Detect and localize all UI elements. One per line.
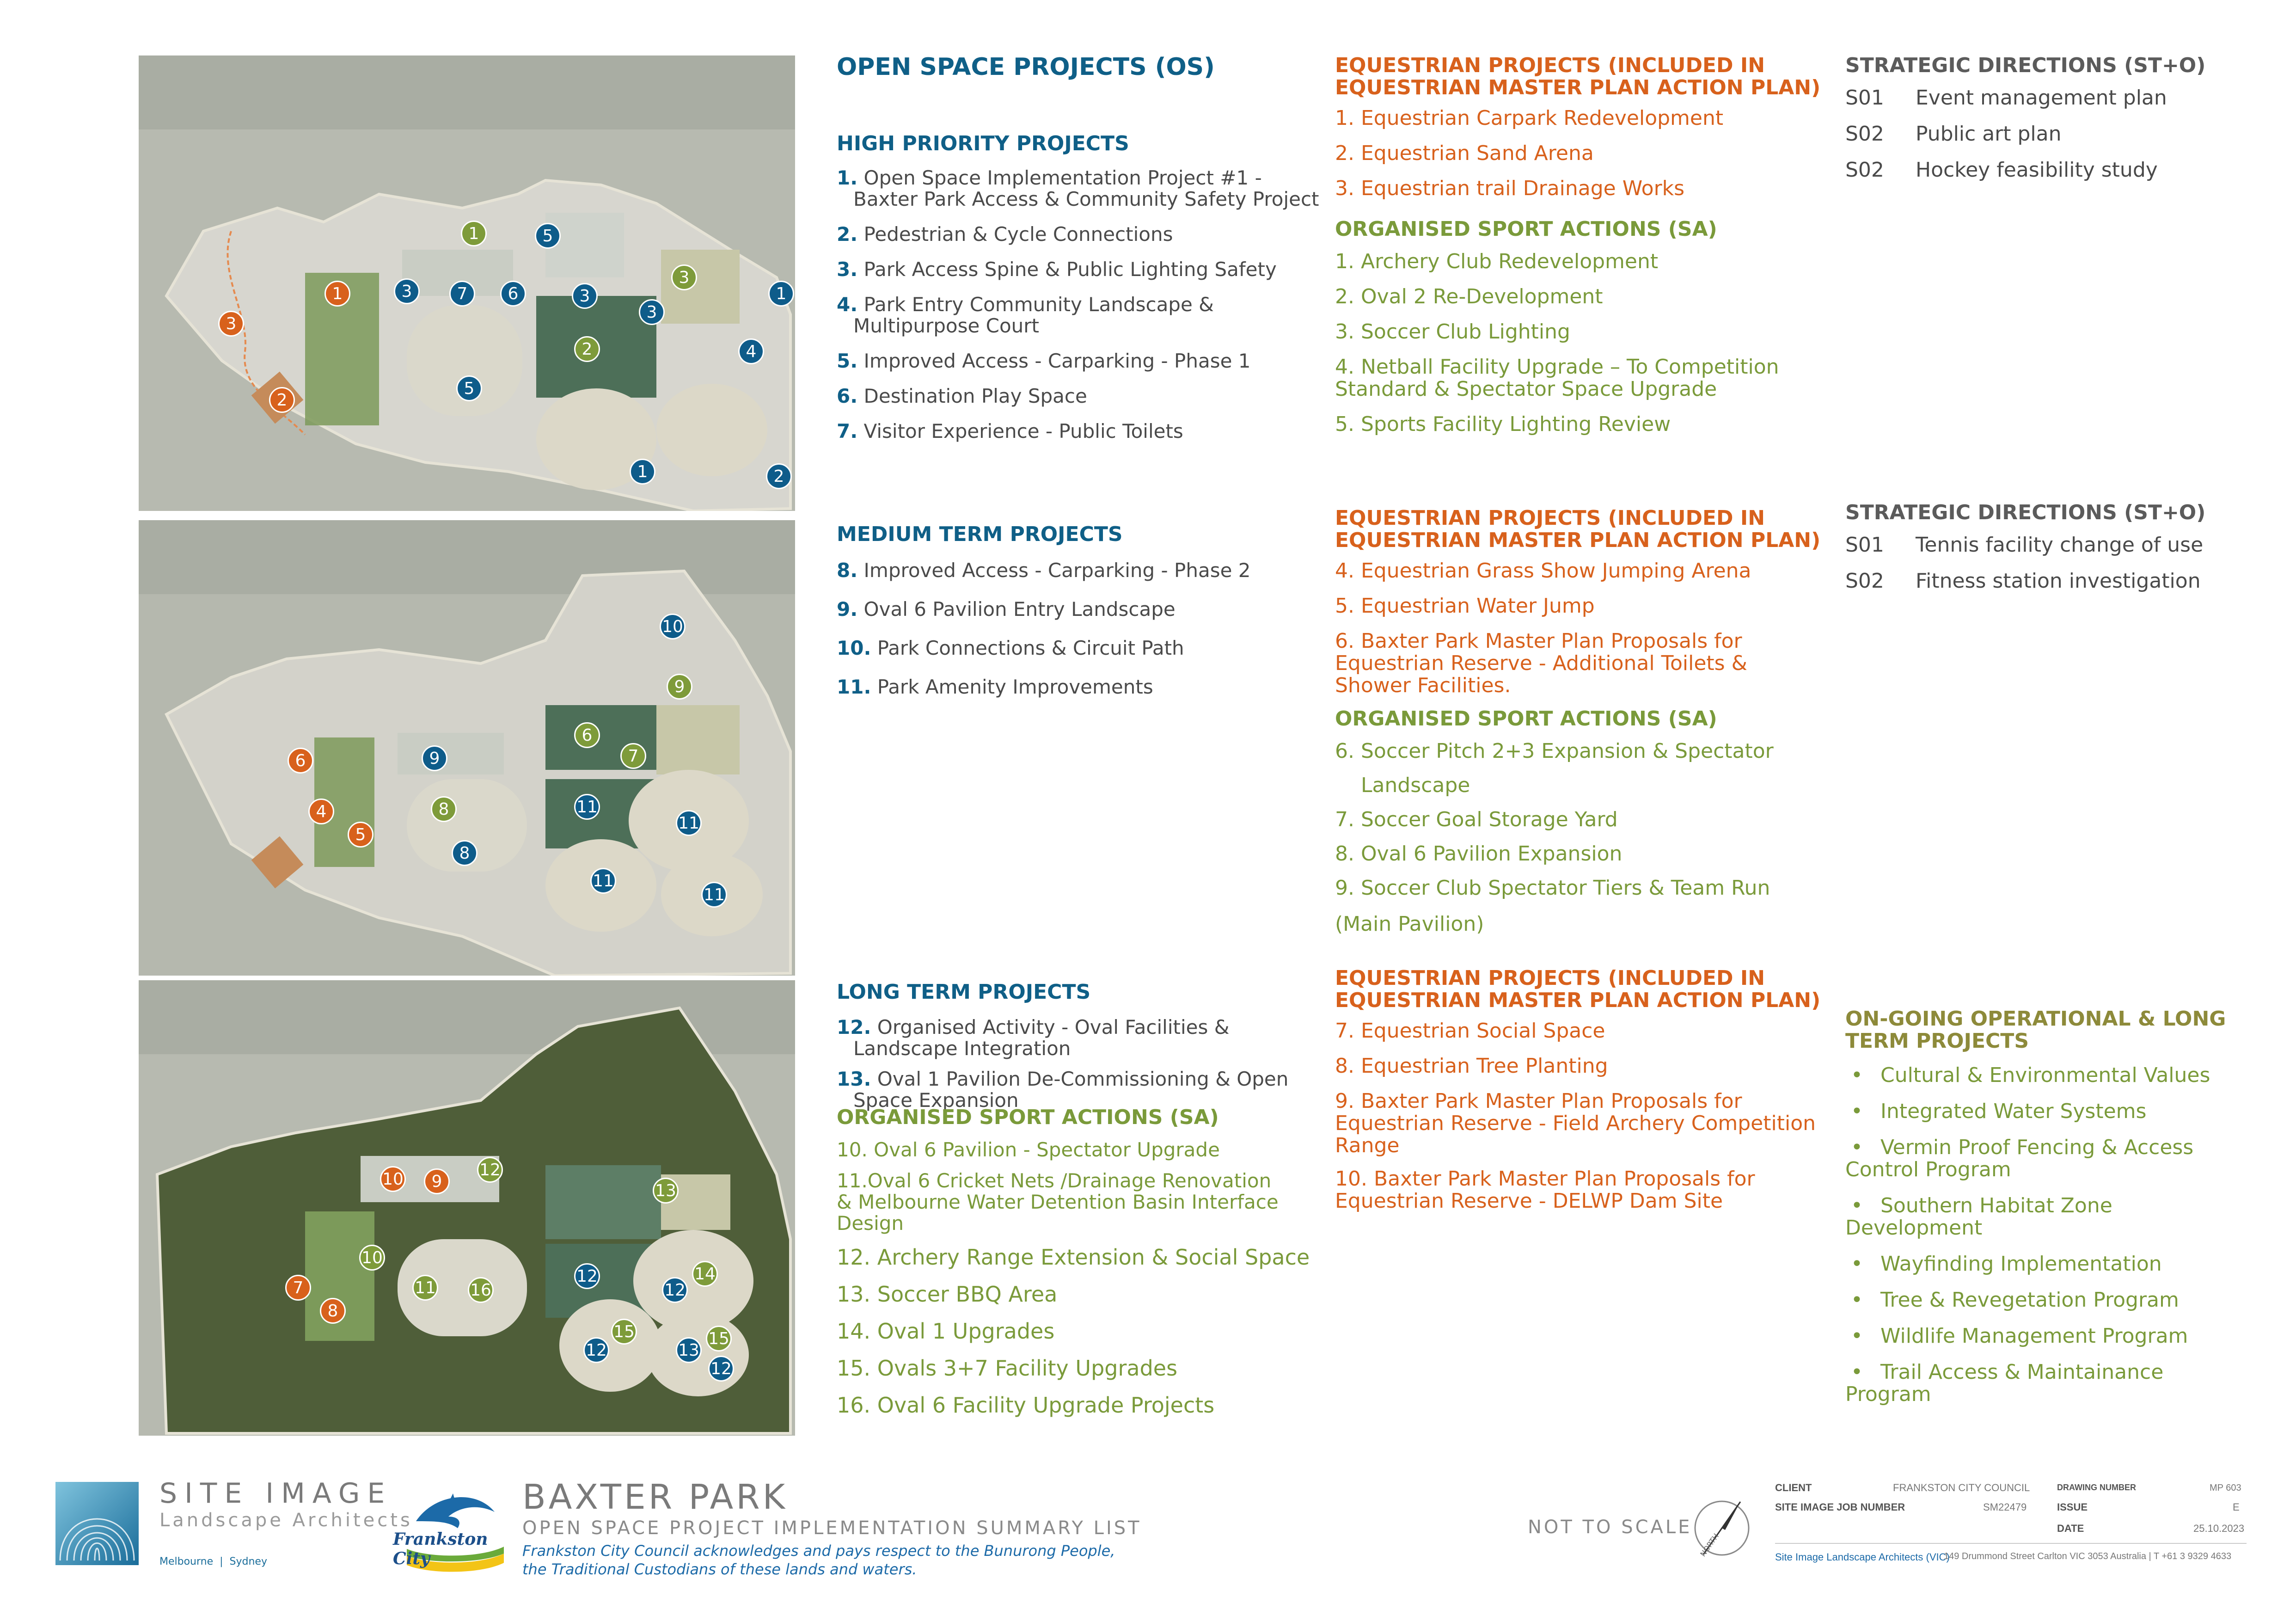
heading-long-term: LONG TERM PROJECTS [837,980,1091,1004]
map-marker-green: 15 [611,1319,637,1345]
map-marker-green: 16 [468,1277,494,1303]
ongoing-item-text: Tree & Revegetation Program [1880,1288,2179,1312]
sport-action-6-cont: Landscape [1335,774,1470,797]
strategic-code: S01 [1845,86,1884,110]
project-number: 12. [837,1016,871,1038]
project-item [837,386,1322,407]
strategic-code: S02 [1845,158,1884,182]
project-item-line [837,259,1322,280]
equestrian-item-6-line-1: 6. Baxter Park Master Plan Proposals for [1335,629,1742,653]
firm-subtitle: Landscape Architects [159,1510,413,1531]
project-item-line [837,167,1322,189]
map-marker-green: 8 [431,796,457,822]
ongoing-item [1845,1100,2261,1123]
project-number: 11. [837,676,871,698]
equestrian-column-high [1335,55,1825,449]
fingerprint-icon [55,1482,139,1565]
equestrian-item-9-line-2: Equestrian Reserve - Field Archery Competition [1335,1112,1816,1135]
project-number: 10. [837,637,871,659]
project-item-line [837,1069,1322,1090]
map-marker-blue: 12 [574,1263,600,1289]
project-item-line [837,421,1322,442]
project-number: 6. [837,385,858,407]
sport-action-11-line-1: 11.Oval 6 Cricket Nets /Drainage Renovation [837,1169,1272,1192]
strategic-text: Tennis facility change of use [1916,533,2204,557]
address-firm: Site Image Landscape Architects (VIC) [1775,1551,1950,1563]
project-text: Pedestrian & Cycle Connections [857,223,1173,246]
heading-ongoing [1845,1008,2261,1052]
ongoing-item-text: Wildlife Management Program [1880,1324,2188,1348]
project-item [837,224,1322,245]
project-text: Organised Activity - Oval Facilities & [871,1016,1230,1038]
project-item-line-2: Landscape Integration [853,1037,1071,1060]
ongoing-item [1845,1064,2261,1087]
project-text: Visitor Experience - Public Toilets [857,420,1183,442]
heading-sport-actions-2: ORGANISED SPORT ACTIONS (SA) [1335,707,1717,731]
divider [1775,1543,2247,1544]
sport-action-4-line-2: Standard & Spectator Space Upgrade [1335,377,1717,401]
map-marker-blue: 11 [701,882,727,908]
project-text: Park Entry Community Landscape & [857,293,1214,316]
equestrian-item-10 [1335,1168,1825,1212]
map-marker-blue: 12 [583,1337,609,1363]
project-item [837,421,1322,442]
sport-action-13: 13. Soccer BBQ Area [837,1282,1058,1307]
job-number-value: SM22479 [1983,1501,2027,1513]
equestrian-item-6-line-3: Shower Facilities. [1335,674,1511,697]
project-item-line [837,294,1322,315]
project-number: 7. [837,420,858,442]
ongoing-item [1845,1289,2261,1311]
sport-action-9: 9. Soccer Club Spectator Tiers & Team Run [1335,876,1770,900]
map-marker-green: 13 [653,1178,679,1204]
project-item-line-2: Space Expansion [853,1089,1019,1112]
ongoing-item-text: Integrated Water Systems [1880,1100,2147,1123]
map-marker-green: 1 [461,221,487,246]
strategic-code: S01 [1845,533,1884,557]
map-marker-orange: 1 [325,281,350,307]
map-marker-blue: 12 [708,1356,734,1382]
map-marker-blue: 5 [456,375,482,401]
plan-subtitle: OPEN SPACE PROJECT IMPLEMENTATION SUMMARY LIST [522,1518,1142,1539]
sport-action-3: 3. Soccer Club Lighting [1335,320,1570,344]
project-item [837,599,1322,620]
strategic-item [1845,123,2261,145]
heading-strategic-1: STRATEGIC DIRECTIONS (ST+O) [1845,54,2206,77]
strategic-text: Event management plan [1916,86,2167,110]
sport-action-4 [1335,356,1825,400]
project-text: Open Space Implementation Project #1 - [857,166,1262,189]
strategic-text: Hockey feasibility study [1916,158,2158,182]
project-number: 8. [837,559,858,582]
map-marker-green: 15 [706,1326,732,1352]
project-item [837,167,1322,210]
project-item-line [837,599,1322,620]
address-line: 149 Drummond Street Carlton VIC 3053 Australia | T +61 3 9329 4633 [1944,1551,2232,1561]
equestrian-item-10-line-2: Equestrian Reserve - DELWP Dam Site [1335,1189,1723,1213]
bullet-icon: • [1851,1136,1863,1159]
strategic-code: S02 [1845,569,1884,593]
equestrian-item-3: 3. Equestrian trail Drainage Works [1335,177,1685,200]
list-high-priority [837,167,1322,442]
bullet-icon: • [1851,1100,1863,1123]
project-item [837,676,1322,698]
map-marker-orange: 3 [218,311,244,337]
map-marker-blue: 4 [738,338,764,364]
ongoing-item-text: Vermin Proof Fencing & Access [1880,1136,2194,1159]
sport-action-15: 15. Ovals 3+7 Facility Upgrades [837,1356,1178,1381]
ongoing-item-text: Wayfinding Implementation [1880,1252,2162,1276]
project-item [837,294,1322,337]
heading-sport-actions-1: ORGANISED SPORT ACTIONS (SA) [1335,217,1717,241]
heading-equestrian-1-line-2: EQUESTRIAN MASTER PLAN ACTION PLAN) [1335,76,1821,99]
north-label: NORTH [1698,1531,1721,1559]
map-marker-green: 9 [667,674,692,700]
map-base [139,520,795,976]
north-arrow-icon [1687,1493,1757,1563]
project-item-line [837,224,1322,245]
strategic-code: S02 [1845,122,1884,146]
map-marker-green: 6 [574,722,600,748]
heading-long-sport-actions: ORGANISED SPORT ACTIONS (SA) [837,1106,1219,1129]
project-number: 3. [837,258,858,281]
map-marker-blue: 12 [662,1277,688,1303]
heading-strategic-2: STRATEGIC DIRECTIONS (ST+O) [1845,501,2206,524]
project-number: 9. [837,598,858,621]
project-item [837,350,1322,372]
firm-name: SITE IMAGE [159,1477,392,1510]
list-medium-term [837,560,1322,698]
map-marker-blue: 3 [639,299,665,325]
map-marker-orange: 7 [285,1275,311,1301]
not-to-scale-label: NOT TO SCALE [1528,1517,1692,1538]
long-term-column [837,980,1322,1429]
sport-action-1: 1. Archery Club Redevelopment [1335,250,1659,273]
strategic-item [1845,570,2261,592]
bullet-icon: • [1851,1194,1863,1217]
ongoing-item [1845,1325,2261,1347]
project-item [837,560,1322,581]
equestrian-column-long [1335,967,1825,1212]
sport-action-5: 5. Sports Facility Lighting Review [1335,412,1671,436]
heading-medium-term: MEDIUM TERM PROJECTS [837,522,1123,546]
map-marker-blue: 8 [452,840,478,866]
map-marker-orange: 10 [380,1166,406,1192]
map-marker-blue: 9 [422,745,447,771]
bullet-icon: • [1851,1288,1863,1312]
project-text: Improved Access - Carparking - Phase 1 [857,350,1251,372]
heading-high-priority: HIGH PRIORITY PROJECTS [837,132,1129,155]
medium-term-column [837,522,1322,715]
project-text: Park Amenity Improvements [871,676,1153,698]
job-number-label: SITE IMAGE JOB NUMBER [1775,1501,1905,1513]
ongoing-item-line-2: Development [1845,1216,1983,1240]
project-item [837,1069,1322,1111]
equestrian-item-4: 4. Equestrian Grass Show Jumping Arena [1335,559,1751,583]
strategic-text: Fitness station investigation [1916,569,2201,593]
map-marker-blue: 2 [766,463,792,489]
project-text: Improved Access - Carparking - Phase 2 [857,559,1251,582]
sport-action-10: 10. Oval 6 Pavilion - Spectator Upgrade [837,1138,1220,1161]
ongoing-item-text: Cultural & Environmental Values [1880,1063,2210,1087]
map-marker-green: 2 [574,336,600,362]
sport-action-4-line-1: 4. Netball Facility Upgrade – To Competition [1335,355,1779,379]
north-arrow [1687,1493,1757,1563]
map-marker-blue: 6 [500,281,526,307]
map-marker-blue: 13 [676,1337,702,1363]
sport-action-8: 8. Oval 6 Pavilion Expansion [1335,842,1623,866]
ongoing-item-line-2: Control Program [1845,1158,2011,1181]
strategic-directions-2 [1845,502,2261,606]
equestrian-item-9-line-3: Range [1335,1134,1400,1157]
map-base [139,980,795,1436]
project-item-line [837,350,1322,372]
bullet-icon: • [1851,1252,1863,1276]
project-number: 1. [837,166,858,189]
map-marker-green: 3 [671,264,697,290]
map-marker-blue: 11 [676,810,702,836]
project-item-line [837,386,1322,407]
project-number: 5. [837,350,858,372]
heading-equestrian-1-line-1: EQUESTRIAN PROJECTS (INCLUDED IN [1335,54,1765,77]
bullet-icon: • [1851,1063,1863,1087]
map-marker-blue: 5 [535,223,561,249]
project-item-line-2: Multipurpose Court [853,314,1040,337]
issue-value: E [2233,1501,2240,1513]
site-plan-map-long-term [139,980,795,1436]
project-text: Park Connections & Circuit Path [871,637,1184,659]
sport-action-9-cont: (Main Pavilion) [1335,912,1484,936]
heading-equestrian-2-line-2: EQUESTRIAN MASTER PLAN ACTION PLAN) [1335,528,1821,552]
map-marker-blue: 11 [590,868,616,894]
firm-offices: Melbourne | Sydney [159,1556,267,1567]
sport-action-14: 14. Oval 1 Upgrades [837,1319,1055,1344]
map-marker-blue: 1 [630,459,655,485]
list-ongoing [1845,1064,2261,1406]
map-marker-blue: 10 [660,614,686,639]
sport-action-16: 16. Oval 6 Facility Upgrade Projects [837,1393,1215,1418]
issue-label: ISSUE [2057,1501,2088,1513]
project-text: Park Access Spine & Public Lighting Safety [857,258,1277,281]
map-marker-blue: 7 [449,281,475,307]
ongoing-item [1845,1253,2261,1275]
map-marker-blue: 1 [768,281,794,307]
strategic-item [1845,534,2261,556]
project-item-line [837,1017,1322,1038]
project-item [837,1017,1322,1059]
project-item [837,259,1322,280]
drawing-number-label: DRAWING NUMBER [2057,1483,2136,1492]
ongoing-projects [1845,1008,2261,1419]
equestrian-item-7: 7. Equestrian Social Space [1335,1019,1605,1043]
strategic-text: Public art plan [1916,122,2062,146]
project-number: 13. [837,1068,871,1090]
ongoing-item [1845,1361,2261,1406]
frankston-city-logo [388,1484,522,1577]
client-value: FRANKSTON CITY COUNCIL [1893,1482,2030,1493]
equestrian-item-1: 1. Equestrian Carpark Redevelopment [1335,106,1724,130]
equestrian-column-medium [1335,507,1825,948]
map-marker-green: 11 [412,1275,438,1301]
site-plan-map-medium-term [139,520,795,976]
project-text: Destination Play Space [857,385,1087,407]
ongoing-item [1845,1137,2261,1181]
sport-action-12: 12. Archery Range Extension & Social Space [837,1245,1310,1270]
map-marker-blue: 3 [572,283,598,309]
project-item [837,638,1322,659]
map-marker-orange: 6 [288,748,313,774]
ongoing-item-text: Trail Access & Maintainance [1880,1360,2164,1384]
project-number: 4. [837,293,858,316]
plan-title: BAXTER PARK [522,1477,788,1517]
acknowledgement-line-2: the Traditional Custodians of these lands and waters. [522,1561,917,1578]
ongoing-item-line-2: Program [1845,1382,1931,1406]
strategic-directions-1 [1845,55,2261,195]
project-text: Oval 1 Pavilion De-Commissioning & Open [871,1068,1289,1090]
date-label: DATE [2057,1523,2084,1534]
sport-action-11-line-3: Design [837,1212,904,1235]
sport-action-11 [837,1170,1322,1234]
map-marker-green: 7 [620,743,646,769]
title-block [1775,1482,2247,1570]
heading-equestrian-3-line-2: EQUESTRIAN MASTER PLAN ACTION PLAN) [1335,989,1821,1012]
sport-action-7: 7. Soccer Goal Storage Yard [1335,808,1618,831]
sport-action-11-line-2: & Melbourne Water Detention Basin Interface [837,1191,1279,1213]
heading-ongoing-line-2: TERM PROJECTS [1845,1029,2029,1053]
heading-equestrian-2 [1335,507,1825,552]
map-marker-green: 10 [359,1245,385,1271]
project-text: Oval 6 Pavilion Entry Landscape [857,598,1176,621]
heading-equestrian-3 [1335,967,1825,1012]
project-number: 2. [837,223,858,246]
map-marker-orange: 8 [320,1298,346,1324]
site-image-logo [55,1482,139,1565]
sport-action-2: 2. Oval 2 Re-Development [1335,285,1603,308]
sport-action-6: 6. Soccer Pitch 2+3 Expansion & Spectator [1335,739,1774,763]
heading-ongoing-line-1: ON-GOING OPERATIONAL & LONG [1845,1007,2226,1031]
equestrian-item-9-line-1: 9. Baxter Park Master Plan Proposals for [1335,1089,1742,1113]
map-marker-blue: 11 [574,794,600,820]
map-marker-orange: 9 [424,1168,450,1194]
equestrian-item-6-line-2: Equestrian Reserve - Additional Toilets & [1335,651,1747,675]
map-marker-orange: 2 [269,387,295,413]
equestrian-item-6 [1335,630,1825,697]
list-long-term [837,1017,1322,1111]
project-item-line [837,560,1322,581]
open-space-projects-column [837,53,1322,456]
equestrian-item-8: 8. Equestrian Tree Planting [1335,1054,1608,1078]
strategic-item [1845,87,2261,109]
project-item-line-2: Baxter Park Access & Community Safety Project [853,188,1319,210]
ongoing-item [1845,1195,2261,1239]
section-title-open-space: OPEN SPACE PROJECTS (OS) [837,53,1215,81]
heading-equestrian-3-line-1: EQUESTRIAN PROJECTS (INCLUDED IN [1335,966,1765,990]
project-item-line [837,638,1322,659]
heading-equestrian-1 [1335,55,1825,99]
map-marker-orange: 4 [308,799,334,824]
project-item-line [837,676,1322,698]
map-marker-green: 12 [477,1157,503,1183]
site-plan-map-high-priority [139,55,795,511]
map-marker-blue: 3 [394,278,420,304]
map-marker-orange: 5 [348,822,373,848]
client-label: CLIENT [1775,1482,1812,1493]
heading-equestrian-2-line-1: EQUESTRIAN PROJECTS (INCLUDED IN [1335,506,1765,530]
date-value: 25.10.2023 [2193,1523,2245,1534]
acknowledgement-line-1: Frankston City Council acknowledges and pays respect to the Bunurong People, [522,1542,1115,1560]
equestrian-item-5: 5. Equestrian Water Jump [1335,594,1595,618]
strategic-item [1845,159,2261,181]
drawing-number-value: MP 603 [2210,1483,2241,1493]
bullet-icon: • [1851,1360,1863,1384]
equestrian-item-10-line-1: 10. Baxter Park Master Plan Proposals for [1335,1167,1755,1191]
equestrian-item-2: 2. Equestrian Sand Arena [1335,141,1594,165]
equestrian-item-9 [1335,1090,1825,1157]
council-logo-text: Frankston City [393,1530,488,1568]
map-marker-green: 14 [692,1261,718,1287]
bullet-icon: • [1851,1324,1863,1348]
ongoing-item-text: Southern Habitat Zone [1880,1194,2112,1217]
